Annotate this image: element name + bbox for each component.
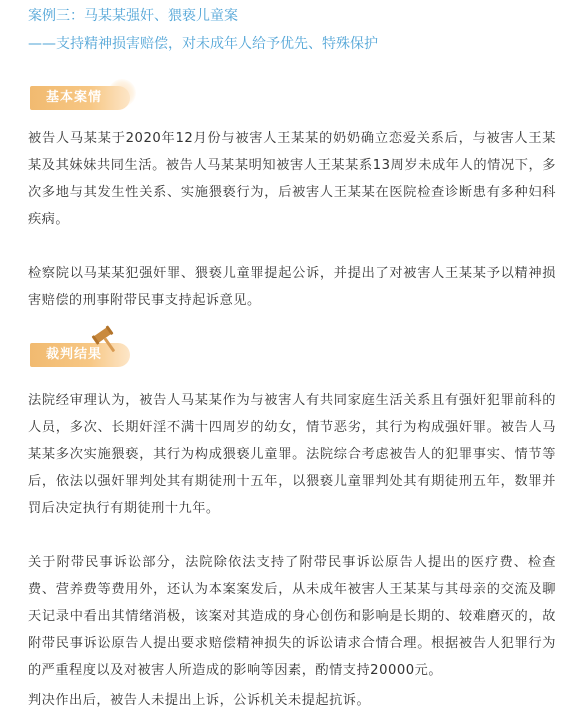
judgment-paragraph-2: 关于附带民事诉讼部分，法院除依法支持了附带民事诉讼原告人提出的医疗费、检查费、营养费等费用外，还认为本案案发后，从未成年被害人王某某与其母亲的交流及聊天记录中看出其情绪消极，该案对其造成的身心创伤和影响是长期的、较难磨灭的，故附带民事诉讼原告人提出要求赔偿精神损失的诉讼请求合情合理。根据被告人犯罪行为的严重程度以及对被害人所造成的影响等因素，酌情支持20000元。 <box>28 555 556 678</box>
judgment-paragraph-3: 判决作出后，被告人未提出上诉，公诉机关未提起抗诉。 <box>28 693 371 708</box>
case-subtitle: ——支持精神损害赔偿，对未成年人给予优先、特殊保护 <box>28 36 378 52</box>
section-badge-label: 基本案情 <box>46 90 103 105</box>
facts-paragraph-1: 被告人马某某于2020年12月份与被害人王某某的奶奶确立恋爱关系后，与被害人王某某及其妹妹共同生活。被告人马某某明知被害人王某某系13周岁未成年人的情况下，多次多地与其发生性关系、实施猥亵行为，后被害人王某某在医院检查诊断患有多种妇科疾病。 <box>28 131 556 227</box>
case-title: 案例三：马某某强奸、猥亵儿童案 <box>28 8 238 24</box>
gavel-icon <box>84 324 128 356</box>
judgment-paragraph-1: 法院经审理认为，被告人马某某作为与被害人有共同家庭生活关系且有强奸犯罪前科的人员，多次、长期奸淫不满十四周岁的幼女，情节恶劣，其行为构成强奸罪。被告人马某某多次实施猥亵，其行为构成猥亵儿童罪。法院综合考虑被告人的犯罪事实、情节等后，依法以强奸罪判处其有期徒刑十五年，以猥亵儿童罪判处其有期徒刑五年，数罪并罚后决定执行有期徒刑十九年。 <box>28 393 556 516</box>
facts-paragraph-2: 检察院以马某某犯强奸罪、猥亵儿童罪提起公诉，并提出了对被害人王某某予以精神损害赔偿的刑事附带民事支持起诉意见。 <box>28 266 556 308</box>
section-badge-basic-facts <box>30 86 130 110</box>
section-badge-label: 裁判结果 <box>46 347 103 362</box>
